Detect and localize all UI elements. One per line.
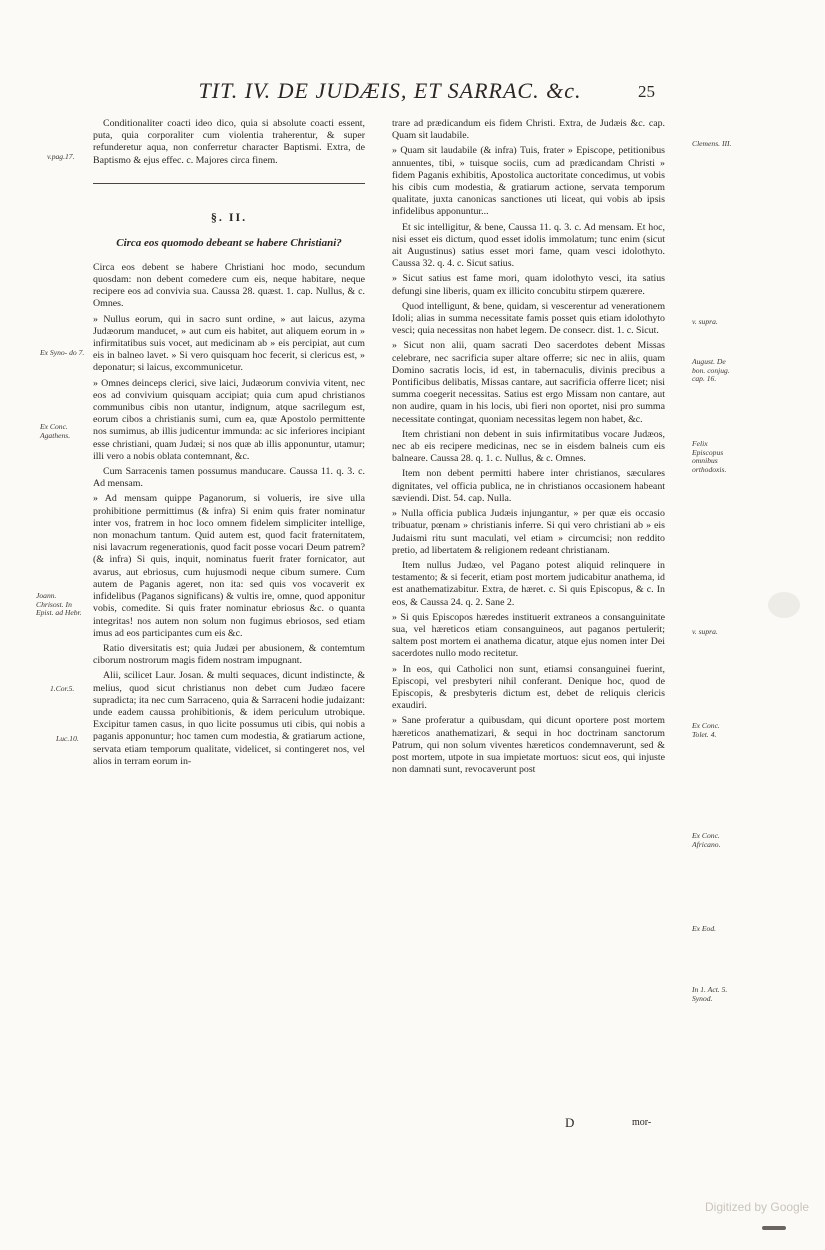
- margin-note: Ex Syno- do 7.: [40, 348, 85, 357]
- section-heading: §. II.: [210, 209, 248, 224]
- running-header: [0, 78, 825, 118]
- page-edge-mark: [762, 1226, 786, 1230]
- left-top-paragraph: Conditionaliter coacti ideo dico, quia si absolute coacti essent, puta, quia corporaliter cum violentia traherentur, & super refunderetur aqua, non conferretur character Baptismi. Extra, de Baptismo & ejus effec. c. Majores circa finem.: [93, 118, 365, 166]
- catchword: mor-: [632, 1117, 652, 1128]
- right-paragraph: » Nulla officia publica Judæis injungantur, » per quæ eis occasio tribuatur, pœnam » christianis inferre. Si qui vero christiani ab » eis Judaismi ritu sunt maculati, vel etiam » circumcisi; non reddito pretio, ad libertatem & religionem redeant christianam.: [392, 508, 665, 556]
- left-paragraph: Alii, scilicet Laur. Josan. & multi sequaces, dicunt indistincte, & melius, quod sicut christianus non debet cum Judæo facere supradicta; ita nec cum Sarraceno, quia & Sarraceni hodie judaizant: unde eadem caussa prohibitionis, & idem periculum utrobique. Excipitur tamen casus, in quo licite possumus uti cibis, qui nobis a paganis apponuntur; hoc tamen cum modestia, & gratiarum actione, servata etiam temporum qualitate, videlicet, si contingeret nos, vel alios in terram eorum in-: [93, 670, 365, 767]
- margin-note: Luc.10.: [56, 734, 79, 743]
- margin-note: v.pag.17.: [47, 152, 75, 161]
- margin-note: Felix Episcopus omnibus orthodoxis.: [692, 439, 727, 474]
- margin-note: Joann. Chrisost. In Epist. ad Hebr.: [36, 591, 82, 618]
- margin-note: 1.Cor.5.: [50, 684, 75, 693]
- signature-mark: D: [565, 1115, 575, 1130]
- right-paragraph: Et sic intelligitur, & bene, Caussa 11. q. 3. c. Ad mensam. Et hoc, nisi esset eis dictum, quod esset idolis immolatum; tunc enim (sicut ait Augustinus) satius esset mori fame, quam vesci idolothyto. Caussa 32. q. 4. c. Sicut satius.: [392, 221, 665, 270]
- left-paragraph: Ratio diversitatis est; quia Judæi per abusionem, & contemtum ciborum nostrorum magis fidem nostram impugnant.: [93, 642, 365, 667]
- right-paragraph: » Quam sit laudabile (& infra) Tuis, frater » Episcope, petitionibus annuentes, tibi, » tuisque sociis, cum ad prædicandam Christi » fidem Paganis exhibitis, Apostolica auctoritate concedimus, ut vobis his cibis cum modestia, & gratiarum actione, servata temporum qualitate, juxta canonicas sanctiones uti liceat, qui vobis ab ipsis infidelibus apponuntur...: [392, 145, 665, 218]
- margin-note: v. supra.: [692, 317, 718, 326]
- margin-note: Ex Conc. Africano.: [692, 831, 721, 849]
- margin-note: Ex Eod.: [692, 924, 717, 933]
- margin-note: Ex Conc. Tolet. 4.: [692, 721, 720, 739]
- margin-note: August. De bon. conjug. cap. 16.: [692, 357, 730, 384]
- left-paragraph: Cum Sarracenis tamen possumus manducare. Caussa 11. q. 3. c. Ad mensam.: [93, 466, 365, 490]
- section-rule: [93, 183, 365, 184]
- right-paragraph: » Sane proferatur a quibusdam, qui dicunt oportere post mortem hæreticos anathematizari, & sequi in hoc doctrinam sanctorum Patrum, qui non solum viventes hæreticos condemnaverunt, sed & post mortem, utpote in sua impietate mortuos: sicut eos, qui injuste non damnati sunt, revocaverunt post: [392, 715, 665, 776]
- left-paragraph: Circa eos debent se habere Christiani hoc modo, secundum quosdam: non debent comedere cum eis, neque habitare, neque recipere eos ad convivia sua. Caussa 28. quæst. 1. cap. Nullus, & c. Omnes.: [93, 261, 365, 310]
- left-column: [93, 118, 365, 771]
- right-paragraph: trare ad prædicandum eis fidem Christi. Extra, de Judæis &c. cap. Quam sit laudabile.: [392, 118, 665, 142]
- page-number: 25: [638, 82, 655, 101]
- right-paragraph: » Sicut satius est fame mori, quam idolothyto vesci, ita satius defungi sine liberis, quam ex illicito concubitu stirpem quærere.: [392, 273, 665, 297]
- margin-note: Clemens. III.: [692, 139, 732, 148]
- right-paragraph: Item christiani non debent in suis infirmitatibus vocare Judæos, nec ab eis recipere medicinas, nec se in eisdem balneis cum eis balneare. Caussa 28. q. 1. c. Nullus, & c. Omnes.: [392, 428, 665, 465]
- right-paragraph: » Si quis Episcopos hæredes instituerit extraneos a consanguinitate sua, vel hæreticos etiam consanguineos, aut paganos pertulerit; saltem post mortem ei anathema dicatur, atque ejus nomen inter Dei sacerdotes nullo modo recitetur.: [392, 611, 665, 660]
- paper-smudge: [768, 592, 800, 618]
- margin-note: In 1. Act. 5. Synod.: [692, 985, 728, 1003]
- right-paragraph: Item nullus Judæo, vel Pagano potest aliquid relinquere in testamento; & si fecerit, etiam post mortem judicabitur anathema, id est anathematizabitur. Extra, de hæret. c. Si quis Episcopus, & c. In eos, & Caussa 24. q. 2. Sane 2.: [392, 559, 665, 608]
- left-paragraph: » Nullus eorum, qui in sacro sunt ordine, » aut laicus, azyma Judæorum manducet, » aut cum eis habitet, aut aliquem eorum in » infirmitatibus suis vocet, aut medicinam ab » eis percipiat, aut cum eis in balneo lavet. » Si vero quisquam hoc fecerit, si clericus est, » deponatur; si laicus, excommunicetur.: [93, 313, 365, 374]
- digitization-watermark: Digitized by Google: [705, 1200, 810, 1214]
- right-paragraph: Item non debent permitti habere inter christianos, sæculares dignitates, vel officia publica, ne in christianos occasionem habeant sæviendi. Dist. 54. cap. Nulla.: [392, 468, 665, 504]
- margin-note: Ex Conc. Agathens.: [40, 422, 71, 440]
- margin-note: v. supra.: [692, 627, 718, 636]
- right-column: [392, 118, 665, 779]
- right-paragraph: » In eos, qui Catholici non sunt, etiamsi consanguinei fuerint, Episcopi, vel presbyteri nihil conferant. Denique hoc, quod de Episcopis, & presbyteris dictum est, debet de reliquis clericis exaudiri.: [392, 663, 665, 712]
- left-paragraph: » Omnes deinceps clerici, sive laici, Judæorum convivia vitent, nec eos ad convivium quisquam accipiat; quia cum apud christianos communibus cibis non utantur, indignum, atque sacrilegum est, eorum cibos a christianis sumi, cum ea, quæ Apostolo permittente nos sumimus, ab illis judicentur immunda: ac sic inferiores incipiant esse christiani, quam Judæi; si nos quæ ab illis apponuntur, utamur; illi vero a nobis oblata contemnant, &c.: [93, 377, 365, 462]
- right-paragraph: Quod intelligunt, & bene, quidam, si vescerentur ad venerationem Idoli; alias in summa necessitate famis posset quis etiam idolothyto vesci; quia necessitas non habet legem. De consecr. dist. 1. c. Sicut.: [392, 300, 665, 337]
- section-subtitle: Circa eos quomodo debeant se habere Christiani?: [116, 236, 342, 249]
- right-paragraph: » Sicut non alii, quam sacrati Deo sacerdotes debent Missas celebrare, nec sacrificia super altare offerre; sic nec in aliis, quam Domino sacratis locis, id est, in tabernaculis, divinis precibus a Pontificibus delibatis, Missas cantare, aut sacrificia offerre licet; nisi summa coegerit necessitas. Satius est ergo Missam non cantare, aut non audire, quam in his locis, ubi fieri non oportet, nisi pro summa necessitate contingat, quoniam necessitas legem non habet, &c.: [392, 340, 665, 425]
- left-paragraph: » Ad mensam quippe Paganorum, si volueris, ire sive ulla prohibitione permittimus (& infra) Si enim quis frater nominatur inter vos, fratrem in hoc loco omnem fidelem simpliciter intellige, non monachum tantum. Quid autem est, quod facit fraternitatem, nisi lavacrum regenerationis, quod facit posse vocari Deum patrem? (& infra) Si quis, inquit, nominatus fuerit frater fornicator, aut avarus, aut ebriosus, cum hujusmodi neque cibum sumere. Cum autem de Paganis ageret, non ita: sed quis vos vocaverit ex infidelibus (Paganos significans) & vultis ire, omne, quod apponitur vobis, comedite. Si quis frater nominatur ebriosus &c. o quanta integritas! nos autem non solum non fugimus ebriosos, sed etiam imus ad eos participantes cum eis &c.: [93, 493, 365, 639]
- running-title: TIT. IV. DE JUDÆIS, ET SARRAC. &c.: [198, 78, 582, 103]
